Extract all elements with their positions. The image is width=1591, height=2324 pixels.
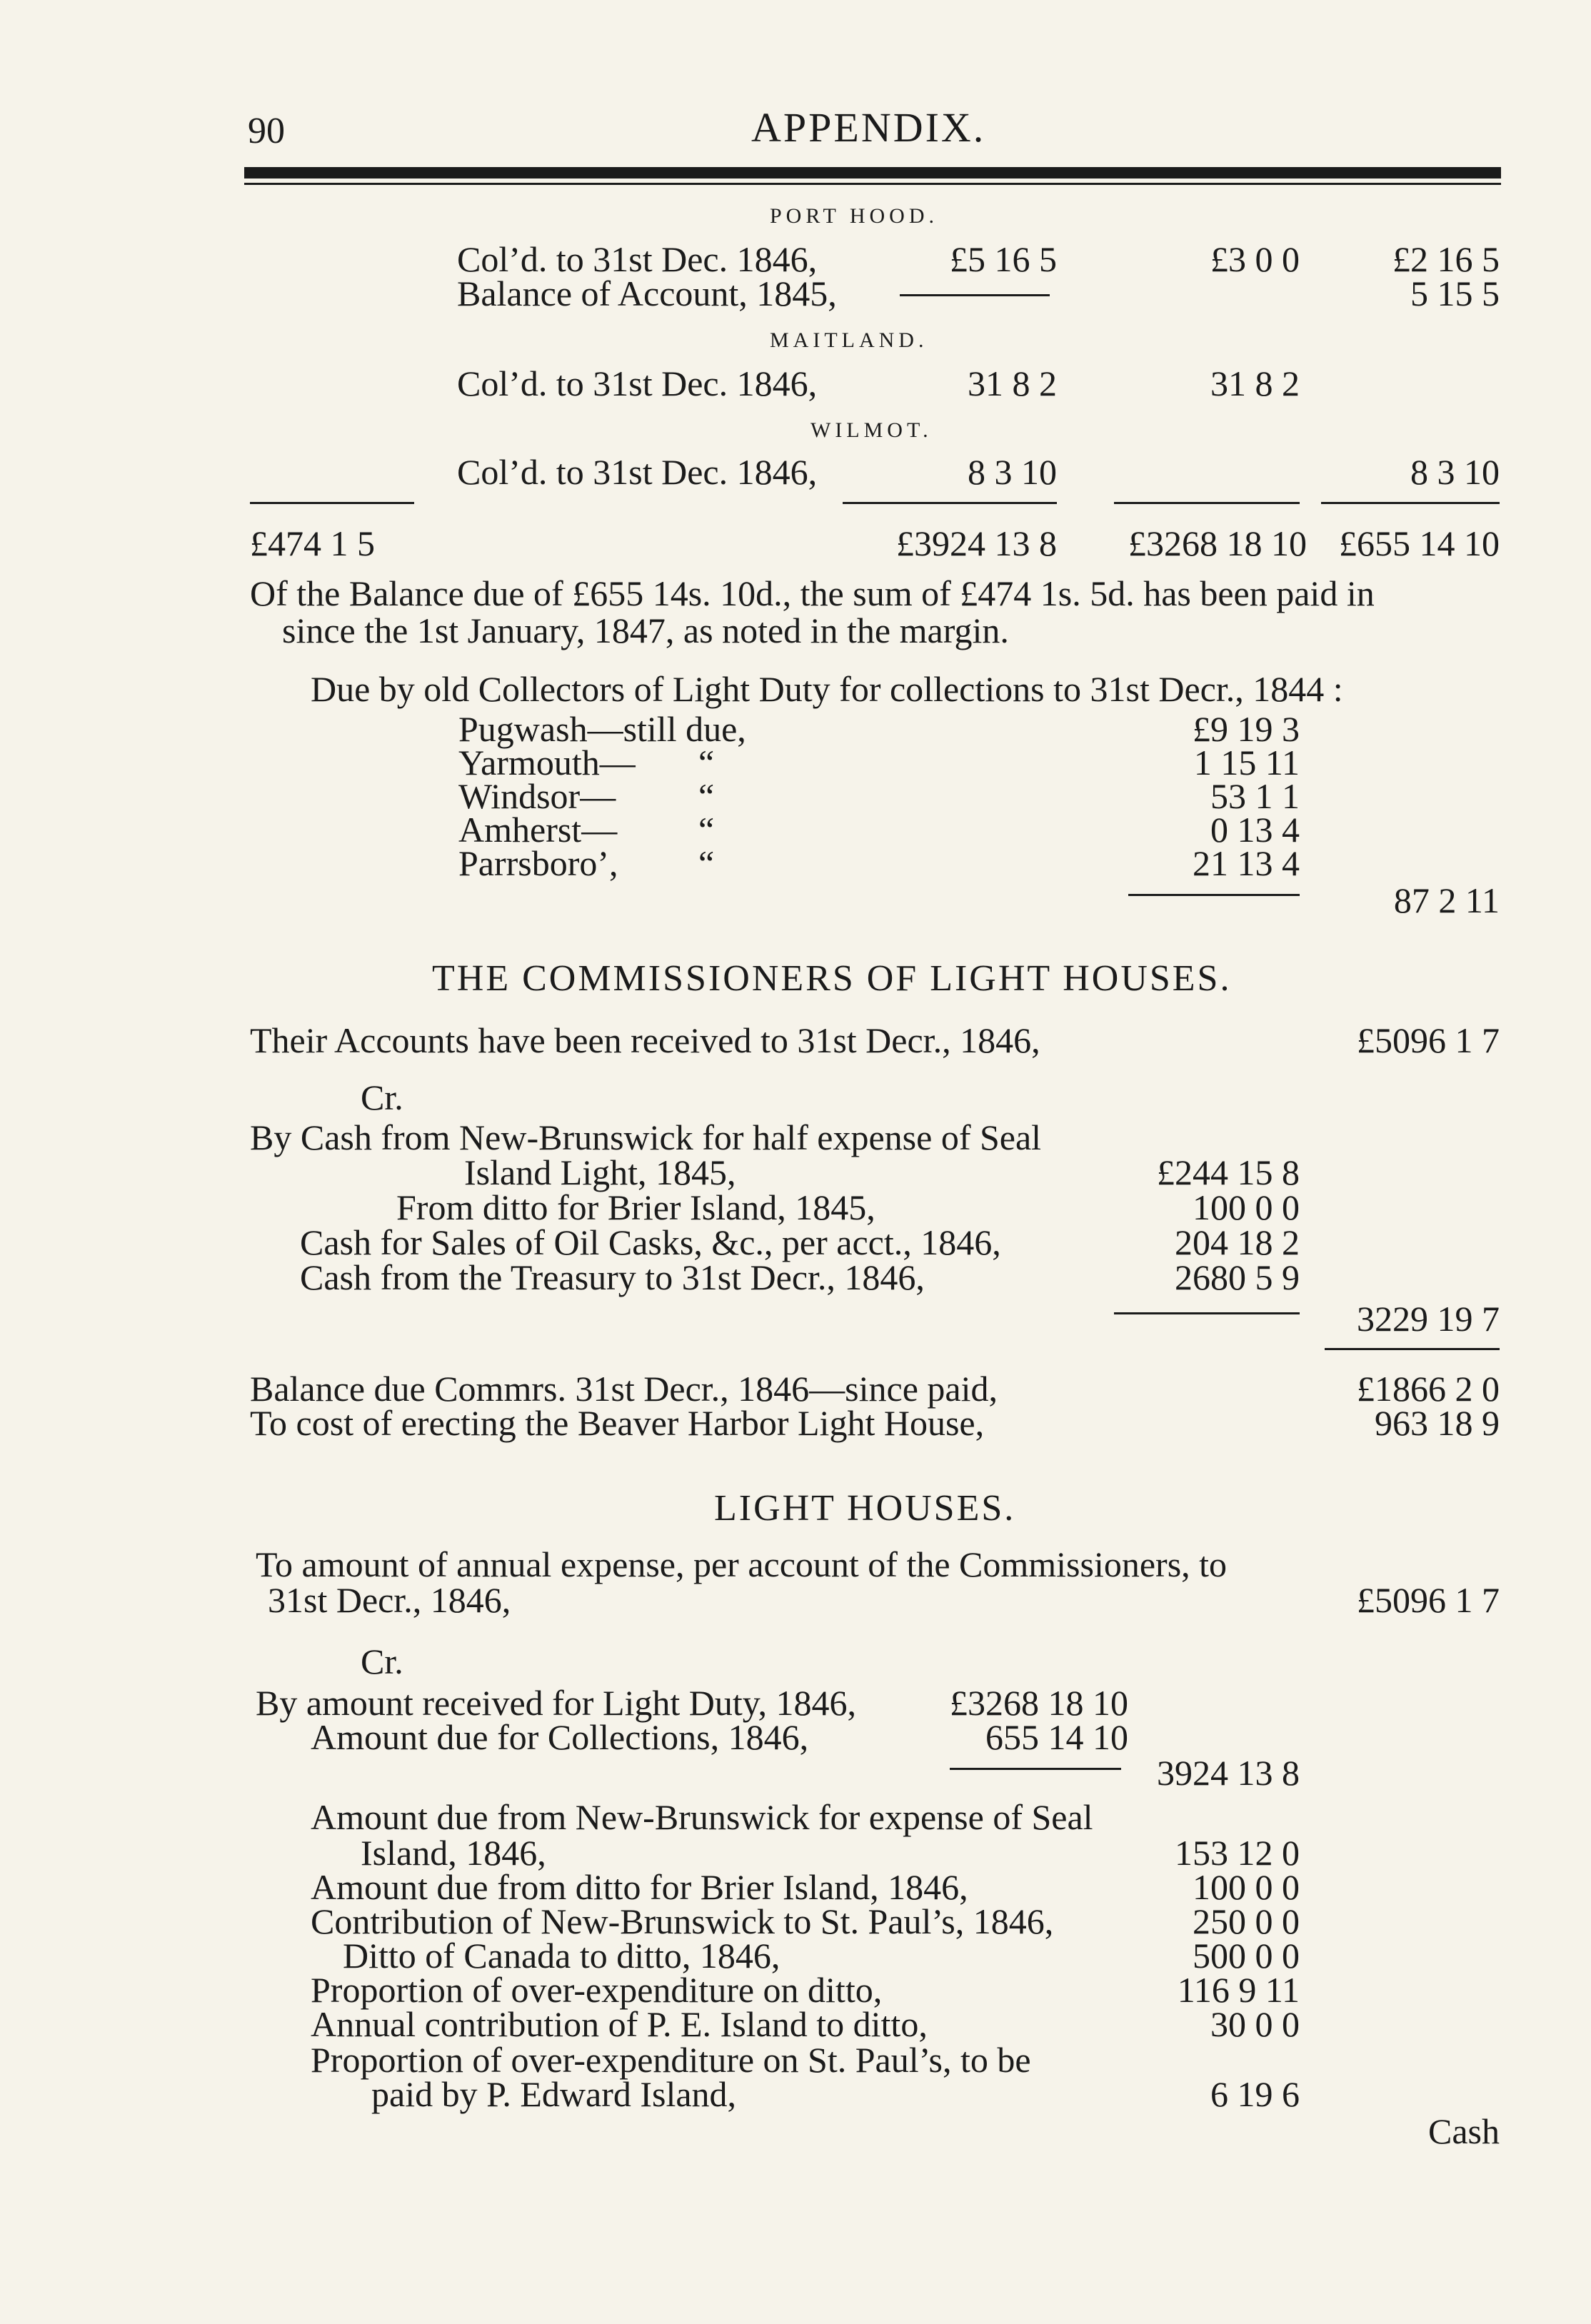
total-c: £655 14 10	[1339, 523, 1500, 563]
commissioners-item-label: Island Light, 1845,	[464, 1152, 736, 1192]
commissioners-balance-amount: £1866 2 0	[1357, 1369, 1500, 1409]
collector-amount: £9 19 3	[1193, 709, 1300, 749]
total-rule-c	[1321, 502, 1500, 504]
light-houses-item-label: Island, 1846,	[361, 1833, 546, 1873]
port-hood-col-c: £2 16 5	[1392, 239, 1500, 279]
balance-note-line1: Of the Balance due of £655 14s. 10d., the sum of £474 1s. 5d. has been paid in	[250, 573, 1375, 613]
beaver-harbor-label: To cost of erecting the Beaver Harbor Light House,	[250, 1403, 985, 1443]
port-hood-dash	[900, 294, 1050, 296]
light-duty-amount: £3268 18 10	[950, 1683, 1128, 1723]
commissioners-subtotal: 3229 19 7	[1357, 1299, 1500, 1339]
collector-place: Windsor—	[458, 776, 616, 816]
total-rule-margin	[250, 502, 414, 504]
collections-label: Amount due for Collections, 1846,	[311, 1717, 809, 1757]
page-number: 90	[248, 111, 285, 151]
port-hood-balance-label: Balance of Account, 1845,	[457, 273, 837, 313]
light-houses-expense-line1: To amount of annual expense, per account of the Commissioners, to	[256, 1544, 1228, 1584]
light-houses-cr: Cr.	[361, 1641, 403, 1681]
wilmot-heading: WILMOT.	[810, 418, 933, 442]
commissioners-received-label: Their Accounts have been received to 31st Decr., 1846,	[250, 1020, 1040, 1060]
light-houses-item-label: Proportion of over-expenditure on ditto,	[311, 1970, 883, 2010]
commissioners-subtotal-rule	[1325, 1348, 1500, 1350]
collector-ditto: “	[698, 810, 715, 850]
light-houses-item-amount: 30 0 0	[1210, 2004, 1300, 2044]
commissioners-item-label: From ditto for Brier Island, 1845,	[396, 1187, 875, 1227]
page-title: APPENDIX.	[751, 104, 986, 151]
commissioners-item-label: Cash for Sales of Oil Casks, &c., per acct., 1846,	[300, 1222, 1001, 1262]
collector-place: Pugwash—still due,	[458, 709, 746, 749]
collector-ditto: “	[698, 743, 715, 783]
light-houses-item-label: Contribution of New-Brunswick to St. Paul’s, 1846,	[311, 1901, 1054, 1941]
total-b: £3268 18 10	[1128, 523, 1307, 563]
light-houses-heading: LIGHT HOUSES.	[714, 1488, 1016, 1529]
collections-amount: 655 14 10	[985, 1717, 1128, 1757]
commissioners-heading: THE COMMISSIONERS OF LIGHT HOUSES.	[432, 958, 1232, 999]
light-houses-item-amount: 100 0 0	[1193, 1867, 1300, 1907]
catchword: Cash	[1428, 2111, 1500, 2151]
light-duty-label: By amount received for Light Duty, 1846,	[256, 1683, 857, 1723]
collector-ditto: “	[698, 776, 715, 816]
pei-overexpenditure-line1: Proportion of over-expenditure on St. Paul’s, to be	[311, 2040, 1031, 2080]
commissioners-item-amount: 204 18 2	[1175, 1222, 1300, 1262]
pei-overexpenditure-label: paid by P. Edward Island,	[371, 2074, 737, 2114]
maitland-col-b: 31 8 2	[1210, 363, 1300, 403]
total-rule-a	[843, 502, 1057, 504]
port-hood-col-a: £5 16 5	[950, 239, 1057, 279]
light-houses-expense-line2: 31st Decr., 1846,	[268, 1580, 511, 1620]
commissioners-received-amount: £5096 1 7	[1357, 1020, 1500, 1060]
wilmot-col-c: 8 3 10	[1410, 452, 1500, 492]
collector-place: Amherst—	[458, 810, 618, 850]
light-houses-item-amount: 153 12 0	[1175, 1833, 1300, 1873]
collector-amount: 21 13 4	[1193, 843, 1300, 883]
collector-amount: 1 15 11	[1193, 743, 1300, 783]
beaver-harbor-amount: 963 18 9	[1375, 1403, 1500, 1443]
port-hood-row-label: Col’d. to 31st Dec. 1846,	[457, 239, 818, 279]
maitland-col-a: 31 8 2	[968, 363, 1057, 403]
collector-amount: 53 1 1	[1210, 776, 1300, 816]
maitland-heading: MAITLAND.	[770, 328, 928, 352]
old-collectors-intro: Due by old Collectors of Light Duty for collections to 31st Decr., 1844 :	[311, 669, 1343, 709]
light-houses-item-amount: 500 0 0	[1193, 1936, 1300, 1976]
seal-island-line1: Amount due from New-Brunswick for expense of Seal	[311, 1797, 1093, 1837]
maitland-row-label: Col’d. to 31st Dec. 1846,	[457, 363, 818, 403]
commissioners-item-label: Cash from the Treasury to 31st Decr., 1846,	[300, 1257, 925, 1297]
total-rule-b	[1114, 502, 1300, 504]
light-houses-item-amount: 116 9 11	[1177, 1970, 1300, 2010]
port-hood-col-b: £3 0 0	[1210, 239, 1300, 279]
light-houses-item-label: Amount due from ditto for Brier Island, 1846,	[311, 1867, 968, 1907]
wilmot-row-label: Col’d. to 31st Dec. 1846,	[457, 452, 818, 492]
commissioners-by-cash: By Cash from New-Brunswick for half expense of Seal	[250, 1117, 1042, 1157]
balance-note-line2: since the 1st January, 1847, as noted in the margin.	[282, 610, 1009, 650]
port-hood-heading: PORT HOOD.	[770, 204, 939, 228]
collectors-rule	[1128, 894, 1300, 896]
commissioners-item-amount: £244 15 8	[1157, 1152, 1300, 1192]
light-houses-expense-amount: £5096 1 7	[1357, 1580, 1500, 1620]
collector-place: Yarmouth—	[458, 743, 636, 783]
total-margin: £474 1 5	[250, 523, 375, 563]
commissioners-item-amount: 2680 5 9	[1175, 1257, 1300, 1297]
port-hood-balance-c: 5 15 5	[1410, 273, 1500, 313]
collector-place: Parrsboro’,	[458, 843, 618, 883]
light-houses-item-amount: 250 0 0	[1193, 1901, 1300, 1941]
light-houses-item-label: Annual contribution of P. E. Island to ditto,	[311, 2004, 928, 2044]
wilmot-col-a: 8 3 10	[968, 452, 1057, 492]
light-houses-subtotal: 3924 13 8	[1157, 1753, 1300, 1793]
collectors-total: 87 2 11	[1393, 880, 1500, 920]
light-houses-item-label: Ditto of Canada to ditto, 1846,	[343, 1936, 781, 1976]
collector-ditto: “	[698, 843, 715, 883]
pei-overexpenditure-amount: 6 19 6	[1210, 2074, 1300, 2114]
commissioners-cr: Cr.	[361, 1077, 403, 1117]
commissioners-balance-label: Balance due Commrs. 31st Decr., 1846—since paid,	[250, 1369, 998, 1409]
commissioners-item-amount: 100 0 0	[1193, 1187, 1300, 1227]
header-rule-thin	[244, 183, 1501, 185]
total-a: £3924 13 8	[896, 523, 1057, 563]
header-rule	[244, 167, 1501, 178]
collector-amount: 0 13 4	[1210, 810, 1300, 850]
